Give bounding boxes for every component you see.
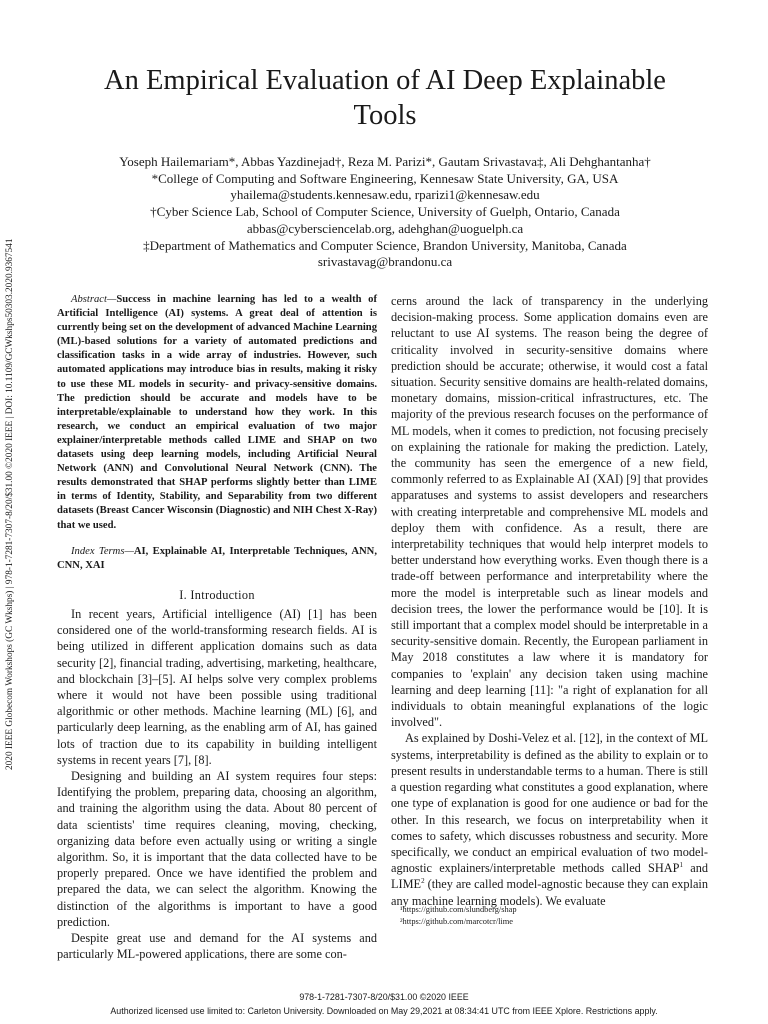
index-terms [57,545,377,573]
index-terms-lead: Index Terms— [71,545,134,557]
intro-paragraph-1: In recent years, Artificial intelligence (AI) [1] has been considered one of the world-transforming research fields. AI is being utilized in different application domains such as data security [2], financial trading, advertising, marketing, healthcare, and blockchain [3]–[5]. AI helps solve very complex problems where it would not have been possible using traditional algorithmic or other methods. Machine learning (ML) [6], and particularly deep learning, as the enabling arm of AI, has gained lots of traction due to its capability in building intelligent systems in recent years [7], [8]. [57,606,377,767]
footnotes [400,904,700,928]
footnote-ref-2: 2 [421,877,425,886]
footnote-1: ¹https://github.com/slundberg/shap [400,905,517,914]
author-block [40,154,730,271]
right-paragraph-2-part-a: As explained by Doshi-Velez et al. [12], in the context of ML systems, interpretability is defined as the ability to explain or to present results in understandable terms to a human. There is still a question regarding what constitutes a good explanation, where one type of explanation is good for one audience or bad for the other. In this research, we focus on interpretability when it comes to safety, which discusses robustness and security. More specifically, we conduct an empirical evaluation of two model-agnostic explainers/interpretable methods called SHAP [391,731,708,876]
paper-title [40,63,730,133]
intro-paragraph-2: Designing and building an AI system requires four steps: Identifying the problem, preparing data, choosing an algorithm, and training the algorithm using the data. About 80 percent of data scientists' time requires cleaning, moving, checking, organizing data before even actually using or writing a single algorithm. So, it is important that the data collected have to be properly prepared. Once we have identified the problem and prepared the data, we can select the algorithm. Knowing the distinction of the algorithms is important to have a good prediction. [57,769,377,929]
index-terms-text: AI, Explainable AI, Interpretable Techniques, ANN, CNN, XAI [57,545,377,571]
footnote-ref-1: 1 [679,861,683,870]
right-column [391,293,708,909]
affiliation-kennesaw: *College of Computing and Software Engineering, Kennesaw State University, GA, USA [151,170,619,186]
affiliation-guelph: †Cyber Science Lab, School of Computer Science, University of Guelph, Ontario, Canada [150,204,620,220]
right-paragraph-1: cerns around the lack of transparency in the underlying decision-making process. Some application domains even are reluctant to use AI systems. The reason being the degree of criticality involved in security-sensitive domains where prediction should be accurate; otherwise, it would cost a fatal situation. Security sensitive domains are health-related domains, monetary domains, mission-critical infrastructures, etc. The majority of the previous research focuses on the performance of ML models, when it comes to prediction, not focusing precisely on explaining the rationale for making the prediction. Lately, the community has seen the emergence of a new field, commonly referred to as Explainable AI (XAI) [9] that provides apparatuses and systems to assist developers and researchers with creating interpretable and comprehensive ML models and deploy them with confidence. As a result, there are interpretability techniques that would help interpret models to better understand how everything works. Even though there is a trade-off between performance and interpretability where the more the model is interpretable such as linear models and decision trees, the lower the performance would be [10]. It is still important that a complex model should be interpretable in a security-sensitive domain. Recently, the European parliament in May 2018 constitutes a law where it is mandatory for companies to 'explain' any decision taken using machine learning and deep learning [11]: "a right of explanation for all individuals to obtain meaningful explanations of the logic involved". [391,294,708,730]
abstract [57,293,377,533]
right-paragraph-2-part-c: (they are called model-agnostic because they can explain any machine learning models). We evaluate [391,877,708,908]
emails-guelph: abbas@cybersciencelab.org, adehghan@uoguelph.ca [246,220,524,236]
emails-brandon: srivastavag@brandonu.ca [317,254,453,270]
abstract-lead: Abstract— [71,294,117,305]
left-column [57,293,377,962]
footnote-2: ²https://github.com/marcotcr/lime [400,917,513,926]
right-paragraph-2-part-b: and LIME [391,861,708,892]
right-paragraph-2 [391,730,708,908]
section-heading-introduction: I. Introduction [179,587,255,602]
page-footer-license: Authorized licensed use limited to: Carleton University. Downloaded on May 29,2021 at 08:34:41 UTC from IEEE Xplore. Restrictions apply. [110,1006,658,1016]
title-line-2: Tools [353,100,417,131]
title-line-1: An Empirical Evaluation of AI Deep Explainable [104,65,666,96]
doi-sidebar [4,210,18,770]
affiliation-brandon: ‡Department of Mathematics and Computer Science, Brandon University, Manitoba, Canada [143,237,627,253]
intro-paragraph-3: Despite great use and demand for the AI systems and particularly ML-powered applications, there are some con- [57,931,377,962]
author-names: Yoseph Hailemariam*, Abbas Yazdinejad†, Reza M. Parizi*, Gautam Srivastava‡, Ali Dehghantanha† [119,154,651,169]
page-footer-isbn: 978-1-7281-7307-8/20/$31.00 ©2020 IEEE [299,992,469,1002]
emails-kennesaw: yhailema@students.kennesaw.edu, rparizi1@kennesaw.edu [230,187,540,203]
doi-sidebar-text: 2020 IEEE Globecom Workshops (GC Wkshps) | 978-1-7281-7307-8/20/$31.00 ©2020 IEEE | DOI: 10.1109/GCWkshps50303.2020.9367541 [5,238,15,770]
abstract-text: Success in machine learning has led to a wealth of Artificial Intelligence (AI) systems. A great deal of attention is currently being set on the development of advanced Machine Learning (ML)-based solutions for a variety of automated predictions and classification tasks in a wide array of industries. However, such automated applications may introduce bias in results, making it risky to use these ML models in security- and privacy-sensitive domains. The prediction should be accurate and models have to be interpretable/explainable to understand how they work. In this research, we conduct an empirical evaluation of two major explainer/interpretable methods called LIME and SHAP on two datasets using deep learning models, including Artificial Neural Network (ANN) and Convolutional Neural Network (CNN). The results demonstrated that SHAP performs slightly better than LIME in terms of Identity, Stability, and Separability from two different datasets (Breast Cancer Wisconsin (Diagnostic) and NIH Chest X-Ray) that we used. [57,294,377,531]
